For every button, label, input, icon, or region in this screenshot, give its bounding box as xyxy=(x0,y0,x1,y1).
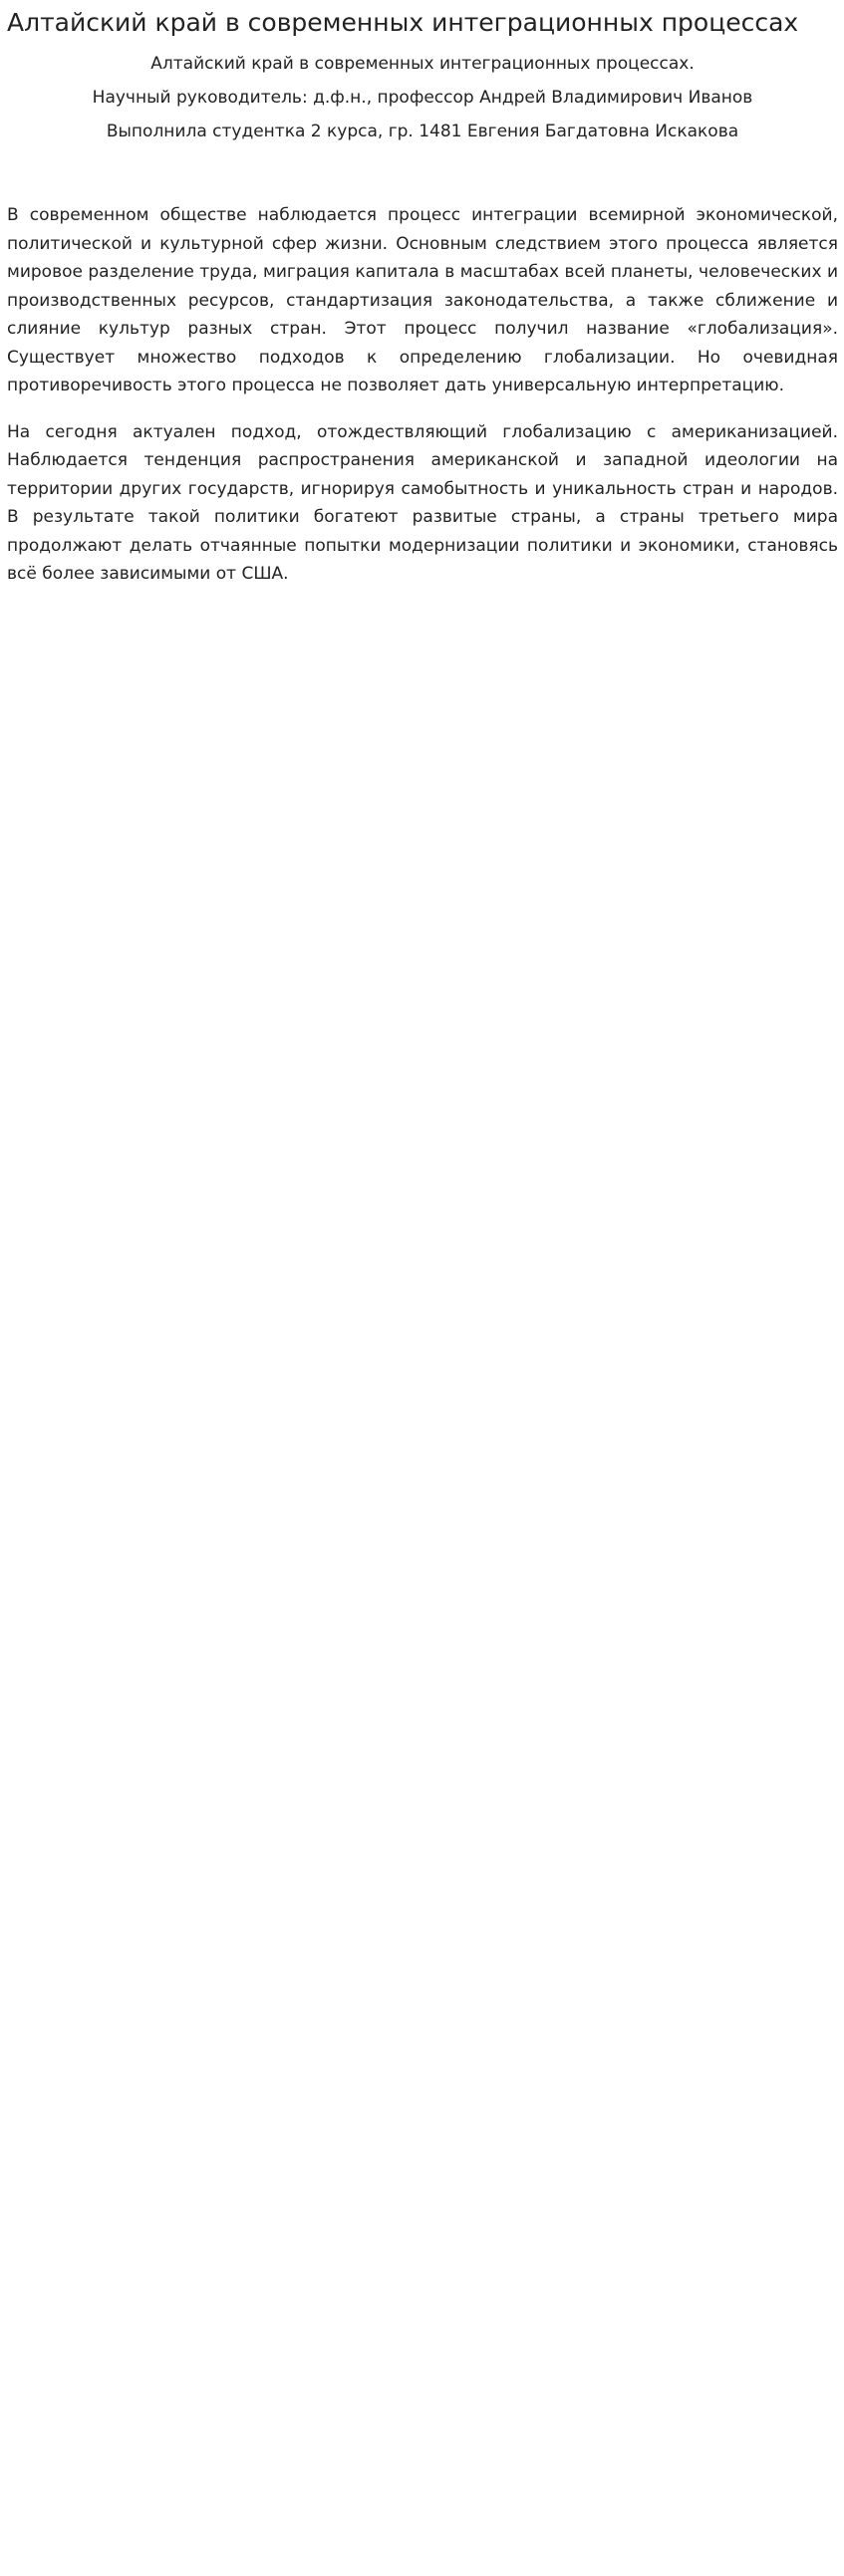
author-line: Выполнила студентка 2 курса, гр. 1481 Евгения Багдатовна Искакова xyxy=(106,122,739,141)
paragraph-1: В современном обществе наблюдается процесс интеграции всемирной экономической, политической и культурной сфер жизни. Основным следствием этого процесса является мировое разделение труда, миграция капитала в масштабах всей планеты, человеческих и производственных ресурсов, стандартизация законодательства, а также сближение и слияние культур разных стран. Этот процесс получил название «глобализация». Существует множество подходов к определению глобализации. Но очевидная противоречивость этого процесса не позволяет дать универсальную интерпретацию. xyxy=(7,205,838,395)
paragraph-2: На сегодня актуален подход, отождествляющий глобализацию с американизацией. Наблюдается тенденция распространения американской и западной идеологии на территории других государств, игнорируя самобытность и уникальность стран и народов. В результате такой политики богатеют развитые страны, а страны третьего мира продолжают делать отчаянные попытки модернизации политики и экономики, становясь всё более зависимыми от США. xyxy=(7,421,838,584)
page-title: Алтайский край в современных интеграционных процессах xyxy=(7,8,799,37)
document-page xyxy=(0,0,844,637)
document-subtitle: Алтайский край в современных интеграционных процессах. xyxy=(150,54,695,74)
scientific-advisor: Научный руководитель: д.ф.н., профессор Андрей Владимирович Иванов xyxy=(92,88,753,108)
spacer xyxy=(7,153,838,201)
